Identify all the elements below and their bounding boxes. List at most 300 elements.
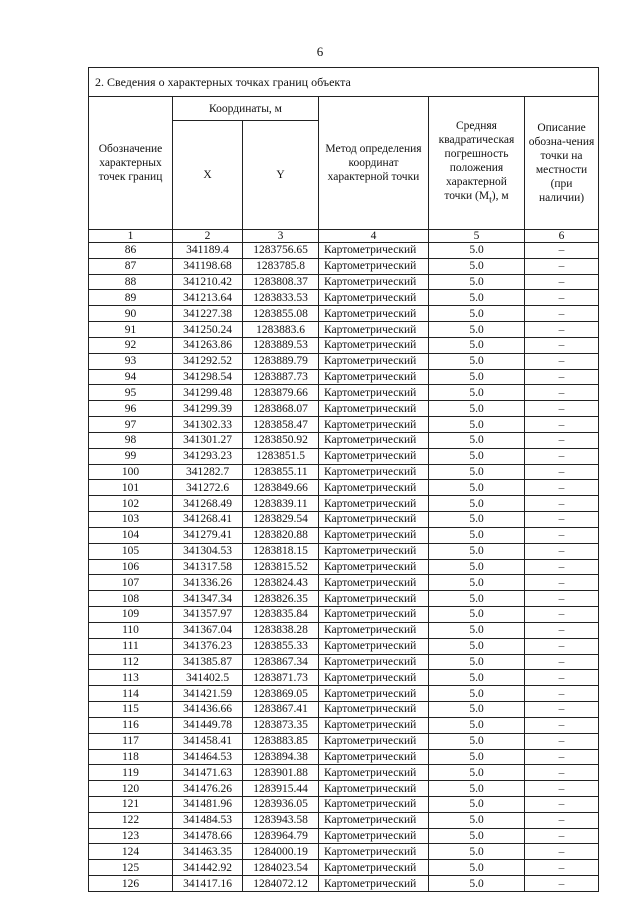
header-accuracy-unit: ), м: [491, 189, 509, 202]
cell-coord-y: 1283879.66: [243, 385, 319, 401]
cell-description: –: [525, 258, 599, 274]
cell-description: –: [525, 417, 599, 433]
page-number: 6: [316, 44, 324, 59]
cell-coord-y: 1283868.07: [243, 401, 319, 417]
cell-method: Картометрический: [319, 812, 429, 828]
cell-method: Картометрический: [319, 559, 429, 575]
cell-description: –: [525, 432, 599, 448]
cell-coord-y: 1283839.11: [243, 496, 319, 512]
cell-coord-y: 1283889.53: [243, 337, 319, 353]
cell-description: –: [525, 480, 599, 496]
table-row: [89, 749, 599, 765]
cell-description: –: [525, 702, 599, 718]
cell-coord-y: 1283883.85: [243, 733, 319, 749]
cell-point-id: 97: [89, 417, 173, 433]
table-row: [89, 527, 599, 543]
table-row: [89, 765, 599, 781]
cell-point-id: 112: [89, 654, 173, 670]
cell-coord-y: 1283871.73: [243, 670, 319, 686]
table-row: [89, 591, 599, 607]
cell-accuracy: 5.0: [429, 417, 525, 433]
cell-accuracy: 5.0: [429, 607, 525, 623]
cell-point-id: 118: [89, 749, 173, 765]
table-row: [89, 480, 599, 496]
cell-coord-x: 341458.41: [173, 733, 243, 749]
table-row: [89, 464, 599, 480]
cell-description: –: [525, 401, 599, 417]
cell-method: Картометрический: [319, 607, 429, 623]
cell-point-id: 93: [89, 353, 173, 369]
cell-accuracy: 5.0: [429, 243, 525, 259]
cell-accuracy: 5.0: [429, 717, 525, 733]
cell-method: Картометрический: [319, 306, 429, 322]
cell-method: Картометрический: [319, 765, 429, 781]
cell-method: Картометрический: [319, 686, 429, 702]
cell-method: Картометрический: [319, 796, 429, 812]
cell-coord-y: 1284000.19: [243, 844, 319, 860]
header-description: Описание обозна-чения точки на местности (при наличии): [525, 97, 599, 230]
cell-coord-y: 1283785.8: [243, 258, 319, 274]
cell-point-id: 91: [89, 322, 173, 338]
cell-accuracy: 5.0: [429, 258, 525, 274]
cell-coord-y: 1283815.52: [243, 559, 319, 575]
cell-method: Картометрический: [319, 369, 429, 385]
cell-coord-y: 1283833.53: [243, 290, 319, 306]
cell-point-id: 111: [89, 638, 173, 654]
cell-description: –: [525, 448, 599, 464]
cell-point-id: 95: [89, 385, 173, 401]
cell-coord-y: 1283850.92: [243, 432, 319, 448]
cell-accuracy: 5.0: [429, 512, 525, 528]
cell-method: Картометрический: [319, 654, 429, 670]
cell-point-id: 124: [89, 844, 173, 860]
cell-point-id: 87: [89, 258, 173, 274]
cell-coord-x: 341376.23: [173, 638, 243, 654]
cell-description: –: [525, 527, 599, 543]
cell-coord-x: 341484.53: [173, 812, 243, 828]
cell-accuracy: 5.0: [429, 290, 525, 306]
cell-point-id: 94: [89, 369, 173, 385]
cell-method: Картометрический: [319, 717, 429, 733]
cell-description: –: [525, 464, 599, 480]
cell-coord-x: 341449.78: [173, 717, 243, 733]
section-title: 2. Сведения о характерных точках границ объекта: [89, 68, 599, 97]
cell-point-id: 122: [89, 812, 173, 828]
cell-coord-x: 341357.97: [173, 607, 243, 623]
cell-coord-x: 341268.41: [173, 512, 243, 528]
cell-method: Картометрический: [319, 575, 429, 591]
cell-coord-y: 1283855.11: [243, 464, 319, 480]
cell-point-id: 115: [89, 702, 173, 718]
cell-coord-y: 1283851.5: [243, 448, 319, 464]
cell-method: Картометрический: [319, 638, 429, 654]
cell-description: –: [525, 575, 599, 591]
cell-description: –: [525, 622, 599, 638]
cell-coord-x: 341250.24: [173, 322, 243, 338]
cell-description: –: [525, 591, 599, 607]
cell-coord-x: 341463.35: [173, 844, 243, 860]
table-row: [89, 796, 599, 812]
cell-point-id: 121: [89, 796, 173, 812]
cell-description: –: [525, 733, 599, 749]
cell-accuracy: 5.0: [429, 622, 525, 638]
table-row: [89, 243, 599, 259]
cell-coord-y: 1283829.54: [243, 512, 319, 528]
cell-coord-y: 1283915.44: [243, 781, 319, 797]
cell-coord-x: 341436.66: [173, 702, 243, 718]
cell-method: Картометрический: [319, 353, 429, 369]
cell-coord-x: 341481.96: [173, 796, 243, 812]
cell-point-id: 101: [89, 480, 173, 496]
cell-coord-y: 1284023.54: [243, 860, 319, 876]
header-accuracy: [429, 97, 525, 230]
cell-coord-y: 1283901.88: [243, 765, 319, 781]
cell-coord-y: 1283869.05: [243, 686, 319, 702]
cell-accuracy: 5.0: [429, 559, 525, 575]
cell-method: Картометрический: [319, 243, 429, 259]
header-method: Метод определения координат характерной точки: [319, 97, 429, 230]
column-number: 2: [173, 230, 243, 243]
table-row: [89, 432, 599, 448]
cell-coord-x: 341336.26: [173, 575, 243, 591]
cell-accuracy: 5.0: [429, 322, 525, 338]
cell-accuracy: 5.0: [429, 306, 525, 322]
table-row: [89, 353, 599, 369]
cell-accuracy: 5.0: [429, 274, 525, 290]
cell-description: –: [525, 781, 599, 797]
cell-description: –: [525, 559, 599, 575]
cell-coord-y: 1283883.6: [243, 322, 319, 338]
cell-coord-x: 341293.23: [173, 448, 243, 464]
cell-coord-x: 341279.41: [173, 527, 243, 543]
cell-coord-x: 341301.27: [173, 432, 243, 448]
header-point: Обозначение характерных точек границ: [89, 97, 173, 230]
cell-coord-x: 341272.6: [173, 480, 243, 496]
cell-accuracy: 5.0: [429, 527, 525, 543]
cell-accuracy: 5.0: [429, 876, 525, 892]
cell-accuracy: 5.0: [429, 496, 525, 512]
cell-point-id: 110: [89, 622, 173, 638]
cell-description: –: [525, 876, 599, 892]
cell-description: –: [525, 290, 599, 306]
cell-coord-x: 341282.7: [173, 464, 243, 480]
header-accuracy-subscript: t: [489, 194, 492, 206]
table-row: [89, 607, 599, 623]
cell-method: Картометрический: [319, 749, 429, 765]
cell-description: –: [525, 322, 599, 338]
cell-coord-y: 1283824.43: [243, 575, 319, 591]
cell-method: Картометрический: [319, 512, 429, 528]
table-row: [89, 638, 599, 654]
cell-accuracy: 5.0: [429, 638, 525, 654]
cell-coord-y: 1283858.47: [243, 417, 319, 433]
cell-accuracy: 5.0: [429, 844, 525, 860]
cell-point-id: 108: [89, 591, 173, 607]
cell-point-id: 116: [89, 717, 173, 733]
cell-coord-y: 1283887.73: [243, 369, 319, 385]
cell-accuracy: 5.0: [429, 654, 525, 670]
cell-method: Картометрический: [319, 322, 429, 338]
cell-method: Картометрический: [319, 527, 429, 543]
table-row: [89, 543, 599, 559]
table-row: [89, 670, 599, 686]
table-row: [89, 702, 599, 718]
column-number: 5: [429, 230, 525, 243]
table-row: [89, 258, 599, 274]
cell-accuracy: 5.0: [429, 670, 525, 686]
cell-method: Картометрический: [319, 337, 429, 353]
cell-method: Картометрический: [319, 448, 429, 464]
cell-description: –: [525, 243, 599, 259]
cell-point-id: 105: [89, 543, 173, 559]
cell-description: –: [525, 860, 599, 876]
table-row: [89, 860, 599, 876]
cell-coord-x: 341210.42: [173, 274, 243, 290]
cell-description: –: [525, 670, 599, 686]
column-number: 1: [89, 230, 173, 243]
cell-point-id: 103: [89, 512, 173, 528]
cell-description: –: [525, 512, 599, 528]
cell-coord-y: 1283943.58: [243, 812, 319, 828]
cell-description: –: [525, 717, 599, 733]
cell-coord-y: 1283889.79: [243, 353, 319, 369]
cell-point-id: 98: [89, 432, 173, 448]
cell-coord-x: 341302.33: [173, 417, 243, 433]
cell-coord-x: 341476.26: [173, 781, 243, 797]
cell-point-id: 89: [89, 290, 173, 306]
table-row: [89, 306, 599, 322]
cell-coord-x: 341442.92: [173, 860, 243, 876]
cell-coord-y: 1283849.66: [243, 480, 319, 496]
cell-method: Картометрический: [319, 274, 429, 290]
column-number: 3: [243, 230, 319, 243]
cell-description: –: [525, 765, 599, 781]
cell-method: Картометрический: [319, 543, 429, 559]
cell-method: Картометрический: [319, 828, 429, 844]
cell-coord-x: 341298.54: [173, 369, 243, 385]
table-row: [89, 828, 599, 844]
cell-point-id: 88: [89, 274, 173, 290]
cell-coord-x: 341213.64: [173, 290, 243, 306]
cell-coord-y: 1283894.38: [243, 749, 319, 765]
cell-accuracy: 5.0: [429, 369, 525, 385]
cell-coord-x: 341304.53: [173, 543, 243, 559]
column-number: 4: [319, 230, 429, 243]
cell-point-id: 90: [89, 306, 173, 322]
table-row: [89, 876, 599, 892]
table-row: [89, 844, 599, 860]
cell-point-id: 86: [89, 243, 173, 259]
cell-description: –: [525, 686, 599, 702]
cell-accuracy: 5.0: [429, 591, 525, 607]
cell-point-id: 126: [89, 876, 173, 892]
cell-accuracy: 5.0: [429, 385, 525, 401]
table-row: [89, 337, 599, 353]
cell-accuracy: 5.0: [429, 702, 525, 718]
table-row: [89, 322, 599, 338]
cell-accuracy: 5.0: [429, 401, 525, 417]
cell-accuracy: 5.0: [429, 337, 525, 353]
cell-coord-x: 341471.63: [173, 765, 243, 781]
cell-description: –: [525, 812, 599, 828]
cell-description: –: [525, 337, 599, 353]
cell-point-id: 104: [89, 527, 173, 543]
cell-accuracy: 5.0: [429, 796, 525, 812]
cell-point-id: 100: [89, 464, 173, 480]
cell-accuracy: 5.0: [429, 812, 525, 828]
header-x: X: [173, 121, 243, 230]
cell-description: –: [525, 828, 599, 844]
cell-accuracy: 5.0: [429, 733, 525, 749]
cell-accuracy: 5.0: [429, 353, 525, 369]
cell-description: –: [525, 844, 599, 860]
cell-coord-x: 341189.4: [173, 243, 243, 259]
cell-coord-x: 341227.38: [173, 306, 243, 322]
cell-point-id: 117: [89, 733, 173, 749]
cell-description: –: [525, 607, 599, 623]
table-row: [89, 401, 599, 417]
cell-accuracy: 5.0: [429, 575, 525, 591]
cell-description: –: [525, 654, 599, 670]
cell-coord-x: 341347.34: [173, 591, 243, 607]
cell-coord-y: 1283820.88: [243, 527, 319, 543]
cell-coord-x: 341299.48: [173, 385, 243, 401]
cell-description: –: [525, 796, 599, 812]
cell-point-id: 120: [89, 781, 173, 797]
cell-accuracy: 5.0: [429, 432, 525, 448]
cell-method: Картометрический: [319, 860, 429, 876]
cell-method: Картометрический: [319, 417, 429, 433]
cell-coord-x: 341464.53: [173, 749, 243, 765]
cell-point-id: 119: [89, 765, 173, 781]
cell-description: –: [525, 496, 599, 512]
cell-coord-y: 1283873.35: [243, 717, 319, 733]
cell-coord-x: 341198.68: [173, 258, 243, 274]
cell-description: –: [525, 543, 599, 559]
cell-coord-x: 341268.49: [173, 496, 243, 512]
cell-description: –: [525, 274, 599, 290]
cell-point-id: 92: [89, 337, 173, 353]
cell-coord-x: 341299.39: [173, 401, 243, 417]
table-row: [89, 781, 599, 797]
cell-coord-y: 1283855.33: [243, 638, 319, 654]
cell-coord-x: 341417.16: [173, 876, 243, 892]
cell-coord-y: 1283867.34: [243, 654, 319, 670]
cell-coord-y: 1283835.84: [243, 607, 319, 623]
header-coordinates: Координаты, м: [173, 97, 319, 121]
cell-accuracy: 5.0: [429, 860, 525, 876]
cell-method: Картометрический: [319, 480, 429, 496]
cell-method: Картометрический: [319, 464, 429, 480]
cell-point-id: 99: [89, 448, 173, 464]
cell-accuracy: 5.0: [429, 448, 525, 464]
cell-description: –: [525, 638, 599, 654]
table-row: [89, 274, 599, 290]
cell-accuracy: 5.0: [429, 781, 525, 797]
cell-coord-y: 1284072.12: [243, 876, 319, 892]
table-row: [89, 512, 599, 528]
cell-point-id: 109: [89, 607, 173, 623]
table-row: [89, 654, 599, 670]
cell-point-id: 123: [89, 828, 173, 844]
column-number-row: [89, 230, 599, 243]
table-row: [89, 686, 599, 702]
cell-point-id: 96: [89, 401, 173, 417]
table-row: [89, 290, 599, 306]
cell-method: Картометрический: [319, 733, 429, 749]
cell-coord-x: 341263.86: [173, 337, 243, 353]
table-row: [89, 385, 599, 401]
cell-coord-x: 341317.58: [173, 559, 243, 575]
cell-coord-y: 1283808.37: [243, 274, 319, 290]
cell-coord-y: 1283826.35: [243, 591, 319, 607]
cell-method: Картометрический: [319, 290, 429, 306]
cell-coord-y: 1283867.41: [243, 702, 319, 718]
cell-point-id: 125: [89, 860, 173, 876]
table-row: [89, 733, 599, 749]
table-row: [89, 622, 599, 638]
cell-description: –: [525, 385, 599, 401]
cell-method: Картометрический: [319, 781, 429, 797]
cell-coord-y: 1283756.65: [243, 243, 319, 259]
cell-method: Картометрический: [319, 258, 429, 274]
cell-method: Картометрический: [319, 844, 429, 860]
cell-coord-y: 1283855.08: [243, 306, 319, 322]
cell-description: –: [525, 306, 599, 322]
cell-coord-y: 1283936.05: [243, 796, 319, 812]
cell-description: –: [525, 369, 599, 385]
cell-accuracy: 5.0: [429, 749, 525, 765]
cell-accuracy: 5.0: [429, 464, 525, 480]
cell-coord-x: 341292.52: [173, 353, 243, 369]
boundary-points-table: [88, 67, 599, 892]
cell-point-id: 106: [89, 559, 173, 575]
cell-accuracy: 5.0: [429, 543, 525, 559]
table-row: [89, 417, 599, 433]
table-row: [89, 812, 599, 828]
table-row: [89, 559, 599, 575]
cell-description: –: [525, 749, 599, 765]
table-row: [89, 575, 599, 591]
table-row: [89, 448, 599, 464]
cell-point-id: 107: [89, 575, 173, 591]
table-row: [89, 369, 599, 385]
cell-coord-x: 341402.5: [173, 670, 243, 686]
column-number: 6: [525, 230, 599, 243]
cell-point-id: 113: [89, 670, 173, 686]
cell-point-id: 114: [89, 686, 173, 702]
cell-coord-y: 1283818.15: [243, 543, 319, 559]
cell-method: Картометрический: [319, 702, 429, 718]
cell-method: Картометрический: [319, 432, 429, 448]
cell-method: Картометрический: [319, 401, 429, 417]
cell-method: Картометрический: [319, 385, 429, 401]
cell-accuracy: 5.0: [429, 828, 525, 844]
cell-coord-y: 1283838.28: [243, 622, 319, 638]
cell-coord-x: 341367.04: [173, 622, 243, 638]
cell-method: Картометрический: [319, 670, 429, 686]
cell-method: Картометрический: [319, 622, 429, 638]
cell-accuracy: 5.0: [429, 480, 525, 496]
cell-coord-x: 341421.59: [173, 686, 243, 702]
cell-method: Картометрический: [319, 591, 429, 607]
cell-coord-y: 1283964.79: [243, 828, 319, 844]
cell-method: Картометрический: [319, 496, 429, 512]
header-accuracy-text: Средняя квадратическая погрешность положения характерной точки (M: [438, 119, 515, 202]
cell-point-id: 102: [89, 496, 173, 512]
header-y: Y: [243, 121, 319, 230]
cell-method: Картометрический: [319, 876, 429, 892]
